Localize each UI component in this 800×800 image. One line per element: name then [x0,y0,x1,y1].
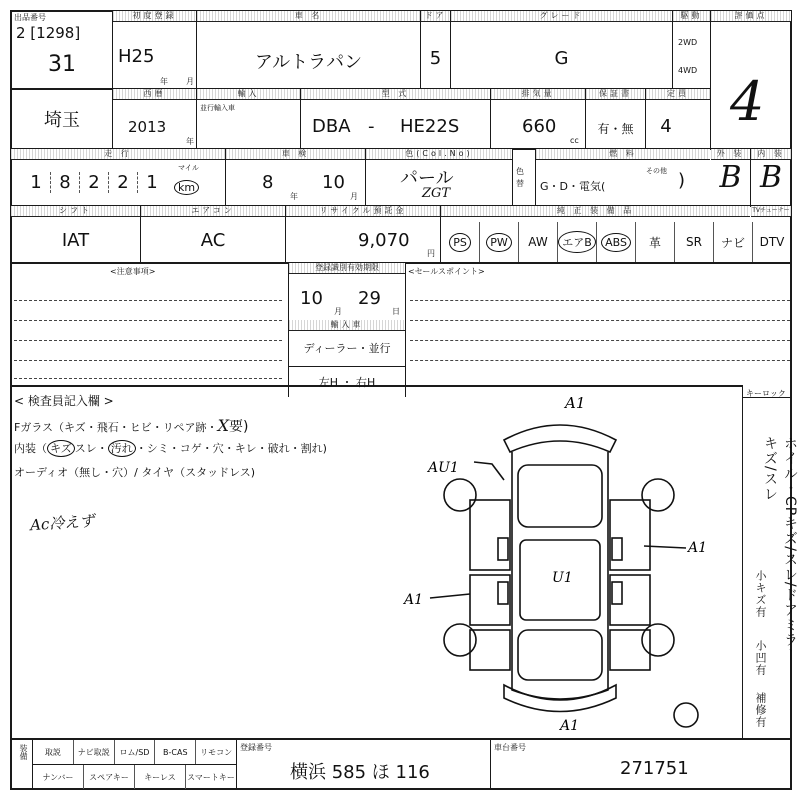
model-label: 型 式 [301,89,490,100]
inspection-line3: オーディオ（無し・穴）/ タイヤ（スタッドレス) [14,466,256,479]
equipment-label-text: 革 [648,235,661,250]
first-reg-label: 初度登録 [113,11,196,22]
interior-label: 内 装 [751,149,791,160]
footer-item: キーレス [135,765,186,789]
first-reg-year-unit: 年 [160,77,168,86]
grade: G [554,48,569,69]
shaken-month-unit: 月 [350,192,358,201]
line1-prefix: Fガラス（キズ・飛石・ヒビ・リペア跡・ [14,421,218,434]
car-name-label: 車 名 [197,11,420,22]
footer-item: ロム/SD [115,740,156,764]
recycle-label: リサイクル預託金 [286,206,440,217]
side-vertical-text: ホイル・CPキズ/スレ/ドアミラーキズ/スレ [762,436,798,663]
mileage-unit-mile: マイル [178,164,199,172]
line2-mid: スレ・ [74,442,108,455]
footer-item: ナビ取説 [74,740,115,764]
score: 4 [730,70,765,133]
displacement: 660 [522,116,557,137]
handle: 左H ・ 右H [318,376,376,389]
color-name: パール [400,168,454,189]
line1-x: X [217,416,229,435]
door-label: ドア [421,11,450,22]
warranty: 有・無 [597,122,634,136]
model-code: HE22S [400,116,460,137]
mileage-unit-km: km [174,180,199,195]
reg-number: 横浜 585 ほ 116 [290,762,430,783]
repaired: 補修有 [754,692,767,728]
import-sublabel: 並行輸入車 [200,104,235,112]
chassis-label: 車台番号 [494,743,526,752]
inspection-line2 [14,440,327,457]
chassis: 271751 [620,758,689,779]
import-car-label: 輸入車 [289,320,405,331]
equipment-item [675,222,714,262]
expiry-day-unit: 日 [392,307,400,316]
caution-label: <注意事項> [110,267,156,276]
line2-kizu: キズ [47,440,75,457]
grade-label: グレード [451,11,672,22]
import-label: 輸入 [197,89,300,100]
equipment-label-text: ナビ [720,235,745,250]
equipment-label-text: SR [686,235,702,249]
equipment-item [597,222,636,262]
line1-suffix: 要) [228,419,249,435]
year: 2013 [128,118,167,136]
tuner-label: TVチューナー [751,206,791,217]
displacement-unit: cc [570,136,579,145]
capacity: 4 [660,116,672,137]
footer-item: 取説 [33,740,74,764]
footer-item: B-CAS [155,740,196,764]
footer-item: スマートキー [187,772,235,782]
equipment-item [441,222,480,262]
interior: B [759,160,783,195]
car-name: アルトラパン [254,52,363,73]
equipment-list [441,222,791,262]
western-label: 西暦 [113,89,196,100]
color-code: ZGT [422,186,451,201]
footer-item: スペアキー [84,765,135,789]
recycle-unit: 円 [427,249,435,258]
footer-items-top [33,740,236,764]
handwritten-note: Ac冷えず [29,511,95,535]
mark-right-side: A1 [688,540,708,556]
equipment-item [480,222,519,262]
fuel: G・D・電気( [540,180,606,193]
year-unit: 年 [186,137,194,146]
shift: IAT [61,230,90,251]
mark-bottom: A1 [560,718,580,734]
mark-top: A1 [565,394,586,412]
region: 埼玉 [44,110,80,131]
line2-dirt: 汚れ [108,440,136,457]
equipment-label-text: DTV [759,235,785,249]
color-label: 色(Col.No) [366,149,512,160]
displacement-label: 排気量 [491,89,585,100]
expiry-month: 10 [300,288,323,309]
drive-label: 駆動 [673,11,710,22]
mileage-digit: 2 [80,172,109,193]
model-dash: - [368,116,375,137]
mileage-digit: 2 [109,172,138,193]
fuel-close: ) [678,170,686,191]
equipment-label-text: ABS [601,233,631,252]
doors: 5 [429,48,442,69]
equipment-item [636,222,675,262]
lot-label: 出品番号 [14,13,46,22]
shaken-year-unit: 年 [290,192,298,201]
expiry-label: 登録識別有効期限 [289,263,405,274]
shaken-label: 車 検 [226,149,365,160]
shaken-month: 10 [322,172,345,193]
mileage-digit: 8 [51,172,80,193]
footer-item: ナンバー [33,765,84,789]
equipment-label-text: AW [528,235,548,249]
lot-code: 2 [1298] [16,24,81,42]
mileage-digits [22,172,172,193]
small-scratch: 小キズ有 [754,570,767,618]
expiry-day: 29 [358,288,381,309]
mileage-digit: 1 [22,172,51,193]
fuel-label: 燃 料 [536,149,710,160]
capacity-label: 定員 [646,89,710,100]
drive-4wd: 4WD [678,66,698,75]
mileage-label: 走 行 [11,149,225,160]
fuel-other-label: その他 [646,167,667,175]
ac-label: エアコン [141,206,285,217]
equipment-item [519,222,558,262]
score-label: 評価点 [711,11,791,22]
mark-left-side: A1 [404,592,424,608]
shaken-year: 8 [262,172,274,193]
equipment-label-text: PW [486,233,512,252]
mark-roof: U1 [552,570,573,586]
line2-prefix: 内装（ [14,442,47,455]
reg-label: 登録番号 [240,743,272,752]
inspection-title: < 検査員記入欄 > [14,394,114,408]
footer-label-a: 装備 [19,744,28,760]
equipment-label-text: エアB [558,231,596,253]
mark-front-left: AU1 [428,460,459,476]
dealer: ディーラー・並行 [303,342,391,355]
expiry-month-unit: 月 [334,307,342,316]
drive-2wd: 2WD [678,38,698,47]
ac: AC [200,230,226,251]
footer-items-bottom [33,765,236,789]
equipment-label: 純 正 装 備 品 [441,206,750,217]
model-prefix: DBA [312,116,351,137]
recolor-label: 色替 [516,167,524,188]
footer-item: リモコン [200,747,233,757]
first-reg-era: H25 [118,46,155,67]
line2-suffix: ・シミ・コゲ・穴・キレ・破れ・割れ) [135,442,327,455]
inspection-line1 [14,416,248,436]
equipment-item [753,222,791,262]
exterior-label: 外 装 [711,149,750,160]
car-diagram [400,390,740,735]
equipment-item [558,222,597,262]
first-reg-month-unit: 月 [186,77,194,86]
small-dent: 小凹有 [754,640,767,676]
warranty-label: 保証書 [586,89,645,100]
mileage-digit: 1 [146,172,158,193]
recycle: 9,070 [358,230,410,251]
lot-number: 31 [48,52,76,77]
exterior: B [719,160,742,195]
shift-label: シフト [11,206,140,217]
equipment-item [714,222,753,262]
keylock-label: キーロック [746,389,786,398]
sales-point-label: <セールスポイント> [408,267,485,276]
equipment-label-text: PS [449,233,471,252]
